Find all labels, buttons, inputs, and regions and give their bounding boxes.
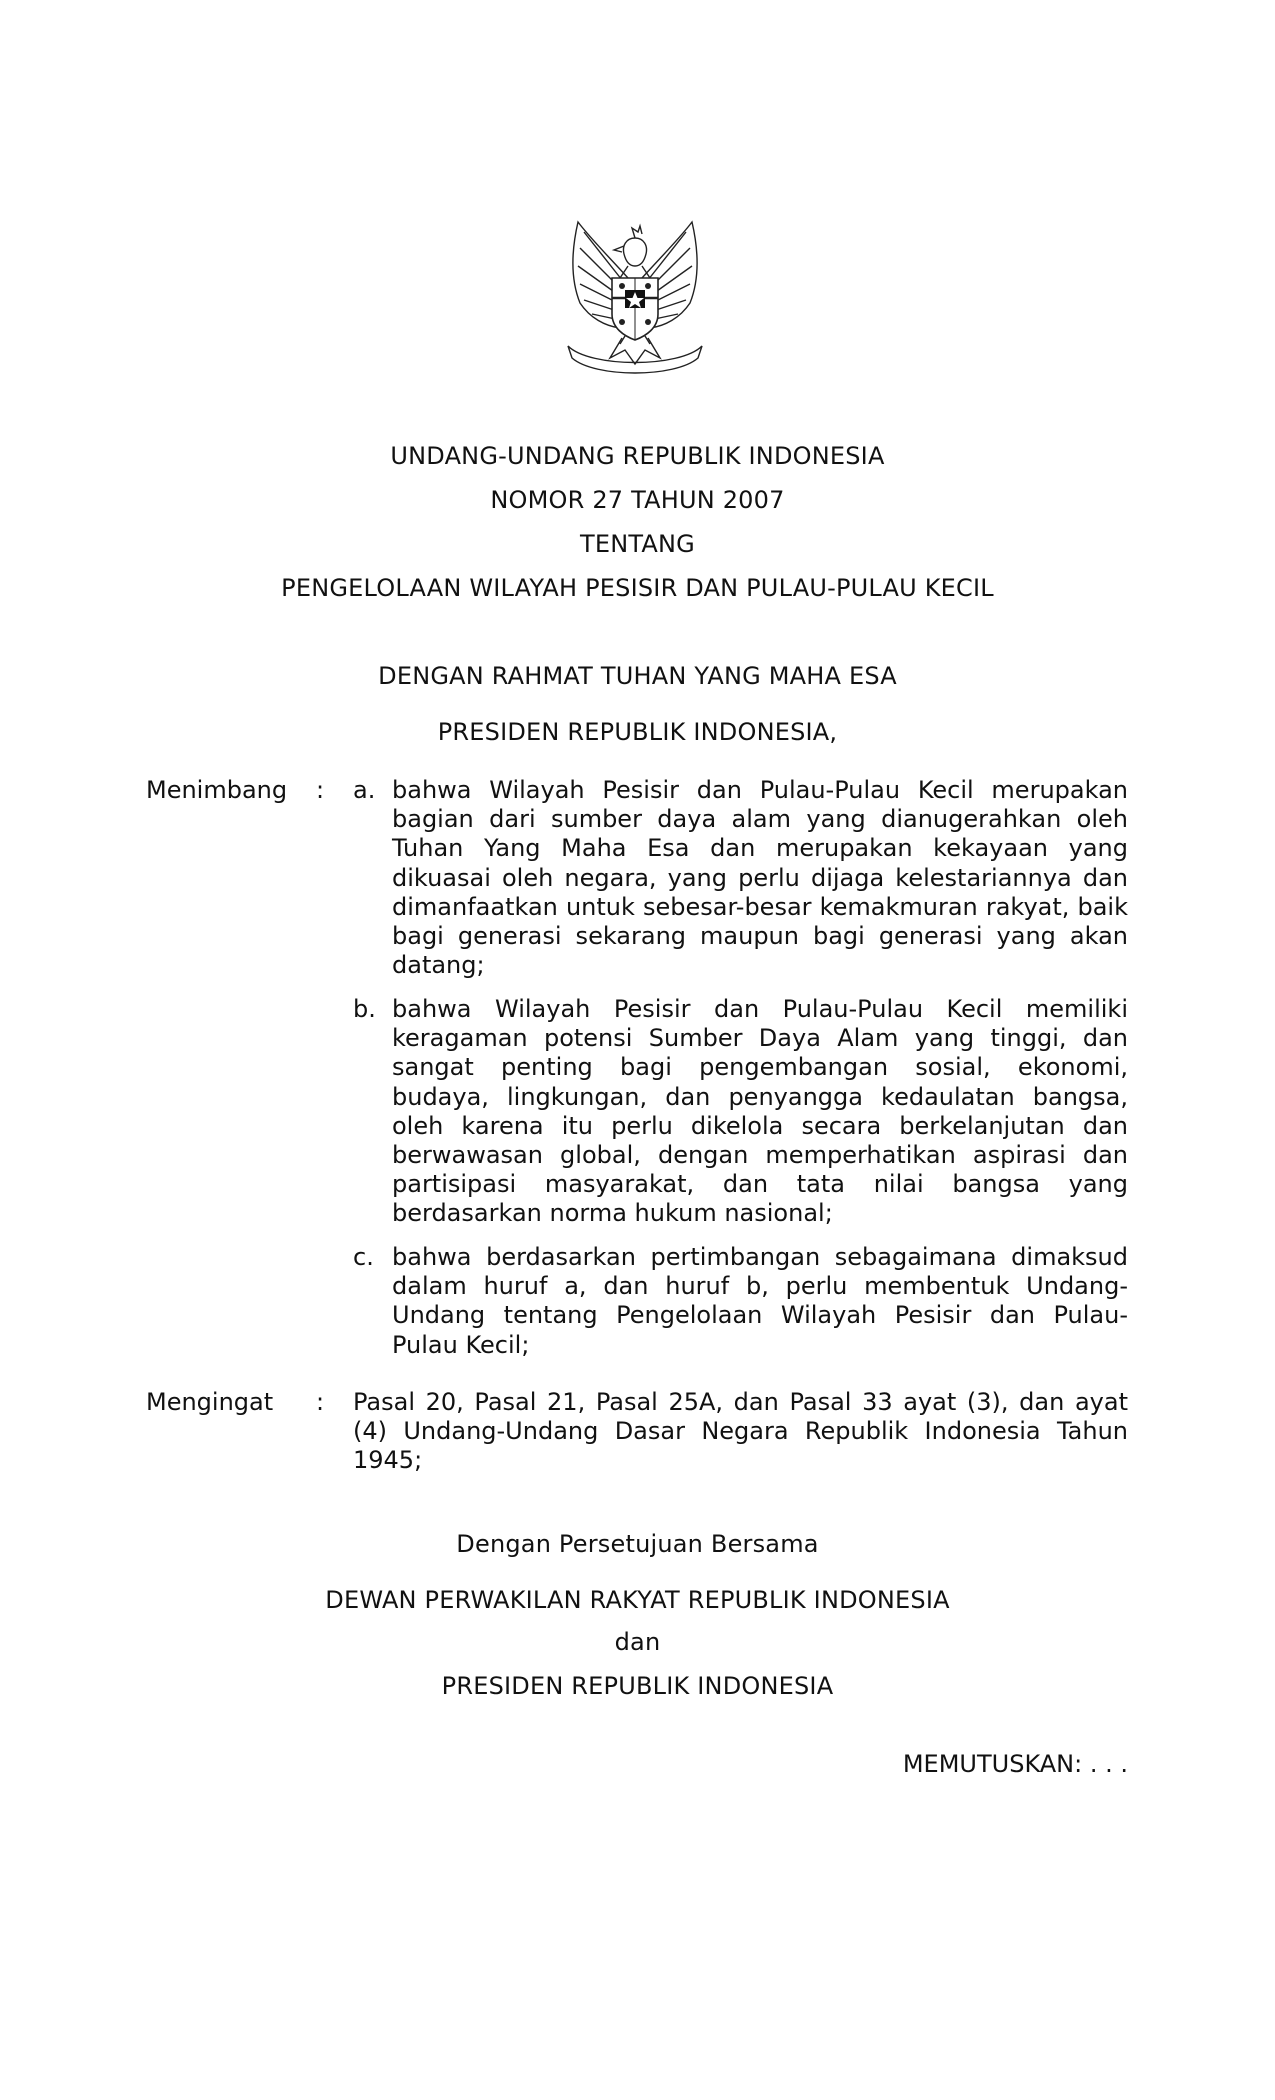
- mengingat-label: Mengingat: [146, 1388, 274, 1416]
- mengingat-text: Pasal 20, Pasal 21, Pasal 25A, dan Pasal 33 ayat (3), dan ayat (4) Undang-Undang Dasar Negara Republik Indonesia Tahun 1945;: [353, 1388, 1128, 1475]
- approval-line-4: PRESIDEN REPUBLIK INDONESIA: [441, 1672, 834, 1700]
- menimbang-item-letter: a.: [353, 776, 376, 804]
- title-line-4: PENGELOLAAN WILAYAH PESISIR DAN PULAU-PULAU KECIL: [281, 574, 994, 602]
- preamble-president: PRESIDEN REPUBLIK INDONESIA,: [437, 718, 838, 746]
- menimbang-colon: :: [316, 776, 325, 804]
- garuda-emblem-icon: [550, 218, 720, 383]
- approval-line-2: DEWAN PERWAKILAN RAKYAT REPUBLIK INDONESIA: [325, 1586, 950, 1614]
- menimbang-item-text: bahwa Wilayah Pesisir dan Pulau-Pulau Kecil memiliki keragaman potensi Sumber Daya Alam yang tinggi, dan sangat penting bagi pengembangan sosial, ekonomi, budaya, lingkungan, dan penyangga kedaulatan bangsa, oleh karena itu perlu dikelola secara berkelanjutan dan berwawasan global, dengan memperhatikan aspirasi dan partisipasi masyarakat, dan tata nilai bangsa yang berdasarkan norma hukum nasional;: [392, 995, 1128, 1228]
- menimbang-item-text: bahwa Wilayah Pesisir dan Pulau-Pulau Kecil merupakan bagian dari sumber daya alam yang dianugerahkan oleh Tuhan Yang Maha Esa dan merupakan kekayaan yang dikuasai oleh negara, yang perlu dijaga kelestariannya dan dimanfaatkan untuk sebesar-besar kemakmuran rakyat, baik bagi generasi sekarang maupun bagi generasi yang akan datang;: [392, 776, 1128, 980]
- preamble-blessing: DENGAN RAHMAT TUHAN YANG MAHA ESA: [378, 662, 897, 690]
- title-line-3: TENTANG: [580, 530, 695, 558]
- title-line-2: NOMOR 27 TAHUN 2007: [490, 486, 785, 514]
- title-line-1: UNDANG-UNDANG REPUBLIK INDONESIA: [390, 442, 885, 470]
- menimbang-item-letter: b.: [353, 995, 376, 1023]
- menimbang-item-text: bahwa berdasarkan pertimbangan sebagaimana dimaksud dalam huruf a, dan huruf b, perlu membentuk Undang-Undang tentang Pengelolaan Wilayah Pesisir dan Pulau-Pulau Kecil;: [392, 1243, 1128, 1359]
- menimbang-item-letter: c.: [353, 1243, 374, 1271]
- approval-line-3: dan: [614, 1628, 661, 1656]
- continuation-marker: MEMUTUSKAN: . . .: [902, 1750, 1128, 1778]
- menimbang-label: Menimbang: [146, 776, 288, 804]
- mengingat-colon: :: [316, 1388, 325, 1416]
- approval-line-1: Dengan Persetujuan Bersama: [456, 1530, 819, 1558]
